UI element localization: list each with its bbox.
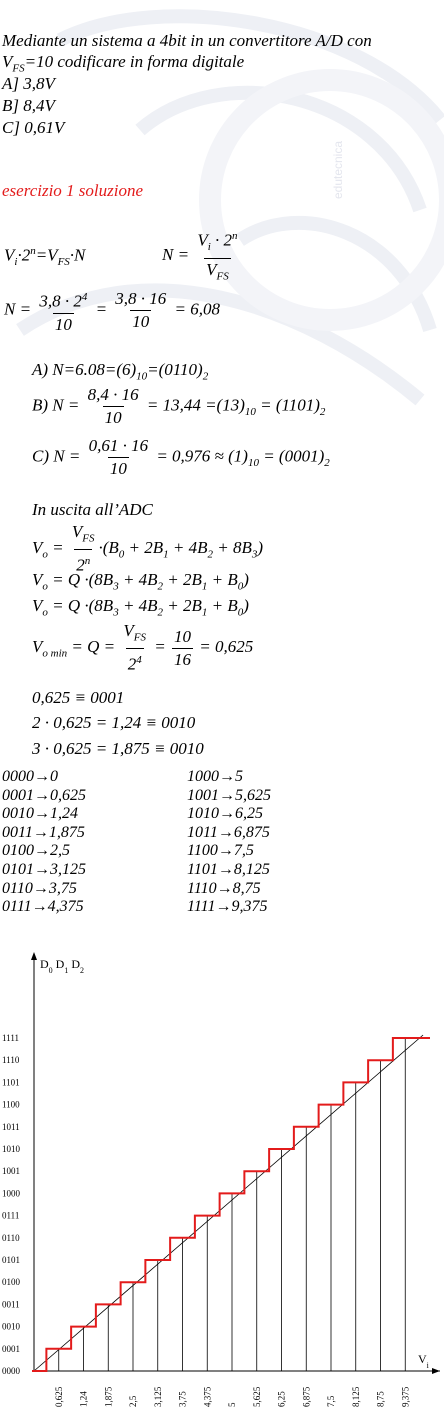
table-row: 0001→0,625 (2, 786, 86, 804)
y-axis-arrow (31, 952, 37, 960)
result-c: C) N = $\frac{0,61 \cdot 16}{10}$ = $0,976 \approx (1)_{10} = (0001)_2$ (32, 436, 330, 478)
table-row: 1101→8,125 (187, 860, 270, 878)
result-b: B) N = $\frac{8,4 \cdot 16}{10}$ = $13,44 =(13)_{10} = (1101)_2$ (32, 385, 326, 427)
table-row: 1000→5 (187, 768, 243, 785)
table-row: 1011→6,875 (187, 823, 270, 841)
x-tick-label: 8,75 (375, 1391, 386, 1407)
x-tick-label: 9,375 (400, 1386, 411, 1407)
y-tick-label: 1101 (2, 1077, 20, 1088)
y-tick-label: 1001 (2, 1166, 20, 1177)
table-row: 0110→3,75 (2, 879, 77, 897)
y-tick-label: 1010 (2, 1144, 20, 1154)
x-tick-label: 6,875 (301, 1386, 312, 1407)
y-tick-label: 0111 (2, 1210, 20, 1221)
table-row: 1110→8,75 (187, 879, 261, 897)
x-tick-label: 1,24 (78, 1391, 89, 1407)
quantization-staircase-chart (0, 948, 444, 1409)
table-row: 0101→3,125 (2, 860, 86, 878)
problem-item-a: A] 3,8V (2, 74, 55, 93)
y-tick-label: 1000 (2, 1188, 20, 1199)
fs-sub: FS (12, 62, 25, 75)
y-axis-label: $D_0$ $D_1$ $D_2$ (40, 957, 85, 975)
x-tick-label: 3,125 (152, 1386, 163, 1407)
y-tick-label: 0000 (2, 1366, 20, 1376)
table-row: 0100→2,5 (2, 842, 70, 860)
formula-eq2: N = $\frac{V_i \cdot 2^n}{V_{FS}}$ (162, 226, 242, 286)
adc-eq4: $V_{o min} = Q$ = $\frac{V_{FS}}{2^4}$ = $\frac{10}{16}$ = 0,625 (32, 621, 254, 675)
v-symbol: V (2, 52, 13, 71)
problem-line-2-rest: =10 codificare in forma digitale (24, 52, 245, 71)
equiv-1: 0,625 ≡ 0001 (32, 688, 125, 707)
y-tick-label: 1110 (2, 1055, 20, 1066)
y-tick-label: 0101 (2, 1255, 20, 1265)
x-tick-label: 0,625 (53, 1386, 64, 1407)
table-row: 0011→1,875 (2, 823, 85, 841)
x-tick-label: 5,625 (251, 1386, 262, 1407)
ideal-transfer-line (34, 1035, 423, 1371)
y-tick-label: 0010 (2, 1321, 20, 1332)
table-left (2, 768, 86, 917)
equiv-3: 3 · 0,625 = 1,875 ≡ 0010 (32, 739, 204, 758)
adc-eq2: $V_o = Q \cdot(8B_3 + 4B_2 + 2B_1 + B_0)$ (32, 570, 249, 593)
problem-item-b: B] 8,4V (2, 96, 55, 115)
adc-title: In uscita all’ADC (32, 500, 153, 519)
x-axis-label: $V_i$ (418, 1352, 429, 1370)
y-tick-label: 0001 (2, 1343, 20, 1354)
formula-eq1: $V_i\cdot 2^n=V_{FS}\cdot N$ (4, 245, 86, 269)
y-tick-label: 1111 (2, 1033, 19, 1043)
result-a: A) $N=6.08=(6)_{10}=(0110)_2$ (32, 360, 209, 383)
table-right (187, 768, 271, 917)
y-tick-label: 1011 (2, 1121, 20, 1132)
y-tick-label: 0011 (2, 1299, 20, 1310)
y-tick-label: 0100 (2, 1277, 20, 1288)
table-row: 1010→6,25 (187, 805, 263, 823)
table-row: 1111→9,375 (187, 898, 268, 916)
x-tick-label: 7,5 (326, 1395, 336, 1407)
table-row: 1001→5,625 (187, 786, 271, 804)
x-tick-label: 5 (227, 1402, 237, 1407)
x-tick-label: 4,375 (202, 1386, 213, 1407)
adc-eq3: $V_o = Q \cdot(8B_3 + 4B_2 + 2B_1 + B_0)$ (32, 596, 249, 619)
formula-eq3: N = $\frac{3,8 \cdot 2^4}{10}$ = $\frac{3,8 \cdot 16}{10}$ = 6,08 (4, 289, 221, 334)
x-tick-label: 8,125 (350, 1386, 361, 1407)
table-row: 0000→0 (2, 768, 58, 785)
watermark-text: edutecnica (331, 140, 345, 200)
table-row: 0111→4,375 (2, 898, 84, 916)
x-tick-label: 3,75 (177, 1391, 188, 1407)
problem-item-c: C] 0,61V (2, 118, 65, 137)
solution-title: esercizio 1 soluzione (2, 181, 144, 200)
x-tick-label: 6,25 (276, 1391, 287, 1407)
table-row: 1100→7,5 (187, 842, 254, 860)
x-axis-arrow (432, 1368, 440, 1374)
table-row: 0010→1,24 (2, 805, 78, 823)
equiv-2: 2 · 0,625 = 1,24 ≡ 0010 (32, 713, 196, 732)
adc-eq1: $V_o$ = $\frac{V_{FS}}{2^n}$ $\cdot(B_0 + 2B_1 + 4B_2 + 8B_3)$ (32, 522, 264, 576)
y-tick-label: 1100 (2, 1099, 20, 1110)
x-tick-label: 2,5 (128, 1395, 138, 1407)
x-tick-label: 1,875 (103, 1386, 114, 1407)
y-tick-label: 0110 (2, 1232, 20, 1243)
problem-line-1: Mediante un sistema a 4bit in un convertitore A/D con (2, 31, 372, 50)
